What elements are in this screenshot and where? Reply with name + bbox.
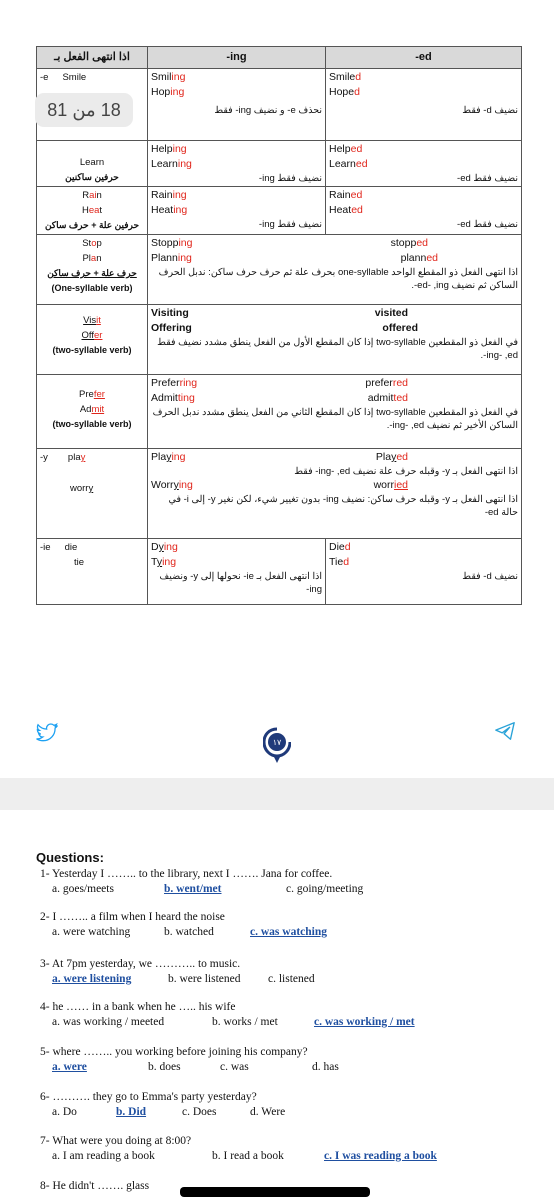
header-ed: -ed xyxy=(326,47,522,69)
rule-one-syllable: اذا انتهى الفعل ذو المقطع الواحد one-syllable بحرف علة ثم حرف حرف ساكن: ندبل الحرف الساكن ثم نضيف ed- ,ing-. xyxy=(158,267,518,291)
cell-ed-consonants xyxy=(326,141,522,187)
ending-label: -e xyxy=(40,72,49,83)
word-planning: Planning xyxy=(151,252,192,264)
word-offering: Offering xyxy=(151,322,192,334)
option-b-correct[interactable]: b. went/met xyxy=(164,883,222,895)
question-options xyxy=(40,1016,415,1031)
question-stem: 1- Yesterday I …….. to the library, next I ……. Jana for coffee. xyxy=(40,868,333,880)
rule-two-syllable-second: في الفعل ذو المقطعين two-syllable إذا كان المقطع الثاني من الفعل ينطق مشدد ندبل الحرف الساكن الأخير ثم نضيف ing- ,ed-. xyxy=(152,407,518,431)
verb-smile: Smile xyxy=(62,72,87,83)
option-d[interactable]: d. Were xyxy=(250,1106,286,1118)
question-8 xyxy=(40,1180,149,1195)
rule-ing-vowels: نضيف فقط ing- xyxy=(258,219,322,230)
word-heated: Heated xyxy=(329,204,363,216)
word-learned: Learned xyxy=(329,158,368,170)
option-a[interactable]: a. goes/meets xyxy=(52,883,114,895)
ending-y: -y xyxy=(40,452,48,463)
verb-play: play xyxy=(67,452,86,463)
ending-ie: -ie xyxy=(40,542,51,553)
question-3 xyxy=(40,958,315,988)
word-tying: Tying xyxy=(151,556,177,568)
verb-heat: Heat xyxy=(81,205,103,216)
word-planned: planned xyxy=(400,252,438,264)
question-stem: 3- At 7pm yesterday, we ……….. to music. xyxy=(40,958,241,970)
option-c[interactable]: c. was xyxy=(220,1061,249,1073)
verb-learn: Learn xyxy=(79,157,105,168)
word-worrying: Worrying xyxy=(151,479,193,491)
question-options xyxy=(40,883,364,898)
cell-ed-ie xyxy=(326,539,522,605)
option-b[interactable]: b. works / met xyxy=(212,1016,278,1028)
word-worried: worried xyxy=(373,479,408,491)
telegram-icon[interactable] xyxy=(494,720,516,742)
verb-tie: tie xyxy=(74,557,85,568)
question-stem: 7- What were you doing at 8:00? xyxy=(40,1135,192,1147)
cell-two-syllable-second-forms xyxy=(148,375,522,449)
sub-one-syllable: (One-syllable verb) xyxy=(51,283,133,293)
page-indicator-badge: 18 من 81 xyxy=(35,93,133,127)
question-5 xyxy=(40,1046,339,1076)
question-2 xyxy=(40,911,327,941)
rule-y-consonant: اذا انتهى الفعل بـ y- وقبله حرف ساكن: نضيف ing- بدون تغيير شيء، لكن نغير y- إلى i- في حالة ed- xyxy=(168,494,518,518)
cell-two-syllable-first xyxy=(37,305,148,375)
cell-ing-ie xyxy=(148,539,326,605)
twitter-icon[interactable] xyxy=(36,723,58,743)
option-a[interactable]: a. were watching xyxy=(52,926,131,938)
questions-heading: Questions: xyxy=(36,850,104,865)
word-playing: Playing xyxy=(151,451,186,463)
table-row-vowels xyxy=(37,187,522,235)
word-preferring: Preferring xyxy=(151,377,198,389)
cell-ed-vowels xyxy=(326,187,522,235)
question-options xyxy=(40,1150,437,1165)
table-header-row xyxy=(37,47,522,69)
label-vowels: حرفين علة + حرف ساكن xyxy=(44,220,140,230)
question-1 xyxy=(40,868,364,898)
word-visited: visited xyxy=(374,307,408,319)
word-stopped: stopped xyxy=(390,237,428,249)
table-row-one-syllable xyxy=(37,235,522,305)
verb-offer: Offer xyxy=(81,330,103,341)
word-admitting: Admitting xyxy=(151,392,195,404)
redaction-bar xyxy=(180,1187,370,1197)
verb-prefer: Prefer xyxy=(79,389,105,400)
rule-ed-consonants: نضيف فقط ed- xyxy=(457,173,518,184)
header-arabic: اذا انتهى الفعل بـ xyxy=(37,47,148,69)
verb-stop: Stop xyxy=(82,238,102,249)
option-b[interactable]: b. does xyxy=(148,1061,181,1073)
cell-consonants xyxy=(37,141,148,187)
rule-y-vowel: اذا انتهى الفعل بـ y- وقبله حرف علة نضيف ing- ,ed- فقط xyxy=(294,466,518,477)
page-two xyxy=(0,810,554,1200)
table-row-two-syllable-first xyxy=(37,305,522,375)
word-hoping: Hoping xyxy=(151,86,185,98)
question-4 xyxy=(40,1001,415,1031)
rule-ed-e: نضيف d- فقط xyxy=(462,105,518,116)
page-number: ١٧ xyxy=(272,738,282,747)
label-one-syllable: حرف علة + حرف ساكن xyxy=(47,268,137,278)
sub-two-syllable-second: (two-syllable verb) xyxy=(52,419,132,429)
page-gap xyxy=(0,778,554,810)
word-learning: Learning xyxy=(151,158,192,170)
cell-one-syllable xyxy=(37,235,148,305)
word-rained: Rained xyxy=(329,189,363,201)
rule-two-syllable-first: في الفعل ذو المقطعين two-syllable إذا كان المقطع الأول من الفعل ينطق مشدد نضيف فقط ing- ,ed-. xyxy=(157,337,518,361)
word-admitted: admitted xyxy=(367,392,408,404)
question-stem: 6- ………. they go to Emma's party yesterday? xyxy=(40,1091,257,1103)
word-heating: Heating xyxy=(151,204,188,216)
verb-admit: Admit xyxy=(79,404,105,415)
option-b-correct[interactable]: b. Did xyxy=(116,1106,147,1118)
question-options xyxy=(40,973,315,988)
rule-ed-vowels: نضيف فقط ed- xyxy=(457,219,518,230)
option-d[interactable]: d. has xyxy=(312,1061,339,1073)
option-b[interactable]: b. watched xyxy=(164,926,214,938)
question-options xyxy=(40,1061,339,1076)
cell-vowels xyxy=(37,187,148,235)
word-stopping: Stopping xyxy=(151,237,193,249)
word-tied: Tied xyxy=(329,556,350,568)
cell-one-syllable-forms xyxy=(148,235,522,305)
header-ing: -ing xyxy=(148,47,326,69)
option-c[interactable]: c. Does xyxy=(182,1106,217,1118)
verb-visit: Visit xyxy=(83,315,101,326)
label-consonants: حرفين ساكنين xyxy=(65,172,119,182)
question-stem: 4- he …… in a bank when he ….. his wife xyxy=(40,1001,236,1013)
cell-y-forms xyxy=(148,449,522,539)
word-hoped: Hoped xyxy=(329,86,360,98)
word-helping: Helping xyxy=(151,143,187,155)
question-7 xyxy=(40,1135,437,1165)
word-offered: offered xyxy=(382,322,418,334)
cell-two-syllable-first-forms xyxy=(148,305,522,375)
word-visiting: Visiting xyxy=(151,307,189,319)
word-died: Died xyxy=(329,541,351,553)
question-6 xyxy=(40,1091,286,1121)
rule-ed-ie: نضيف d- فقط xyxy=(462,571,518,582)
verb-die: die xyxy=(64,542,78,553)
table-row-two-syllable-second xyxy=(37,375,522,449)
word-smiling: Smiling xyxy=(151,71,186,83)
option-c-correct[interactable]: c. I was reading a book xyxy=(324,1150,437,1162)
option-c[interactable]: c. going/meeting xyxy=(286,883,364,895)
cell-ed-e xyxy=(326,69,522,141)
option-a[interactable]: a. I am reading a book xyxy=(52,1150,155,1162)
option-c-correct[interactable]: c. was watching xyxy=(250,926,327,938)
table-row-consonants xyxy=(37,141,522,187)
verb-worry: worry xyxy=(70,483,94,494)
question-stem: 8- He didn't ……. glass xyxy=(40,1180,150,1192)
cell-ing-e xyxy=(148,69,326,141)
option-b[interactable]: b. were listened xyxy=(168,973,241,985)
question-stem: 5- where …….. you working before joining his company? xyxy=(40,1046,308,1058)
word-preferred: preferred xyxy=(365,377,408,389)
question-stem: 2- I …….. a film when I heard the noise xyxy=(40,911,225,923)
word-dying: Dying xyxy=(151,541,178,553)
verb-rain: Rain xyxy=(82,190,102,201)
rule-ing-consonants: نضيف فقط ing- xyxy=(258,173,322,184)
cell-y xyxy=(37,449,148,539)
option-a[interactable]: a. was working / meeted xyxy=(52,1016,165,1028)
question-options xyxy=(40,1106,286,1121)
cell-ing-consonants xyxy=(148,141,326,187)
cell-ie xyxy=(37,539,148,605)
option-b[interactable]: b. I read a book xyxy=(212,1150,284,1162)
option-c[interactable]: c. listened xyxy=(268,973,315,985)
word-played: Played xyxy=(375,451,408,463)
word-helped: Helped xyxy=(329,143,363,155)
table-row-ie xyxy=(37,539,522,605)
rule-ing-ie: اذا انتهى الفعل بـ ie- نحولها إلى y- ونضيف ing- xyxy=(159,571,322,595)
verb-spelling-table xyxy=(36,46,522,605)
table-row-y xyxy=(37,449,522,539)
question-options xyxy=(40,926,327,941)
cell-ing-vowels xyxy=(148,187,326,235)
verb-plan: Plan xyxy=(82,253,102,264)
option-a[interactable]: a. Do xyxy=(52,1106,77,1118)
option-c-correct[interactable]: c. was working / met xyxy=(314,1016,415,1028)
sub-two-syllable-first: (two-syllable verb) xyxy=(52,345,132,355)
option-a-correct[interactable]: a. were xyxy=(52,1061,87,1073)
word-smiled: Smiled xyxy=(329,71,362,83)
cell-two-syllable-second xyxy=(37,375,148,449)
rule-ing-e: نحذف e- و نضيف ing- فقط xyxy=(214,105,322,116)
option-a-correct[interactable]: a. were listening xyxy=(52,973,132,985)
word-raining: Raining xyxy=(151,189,187,201)
